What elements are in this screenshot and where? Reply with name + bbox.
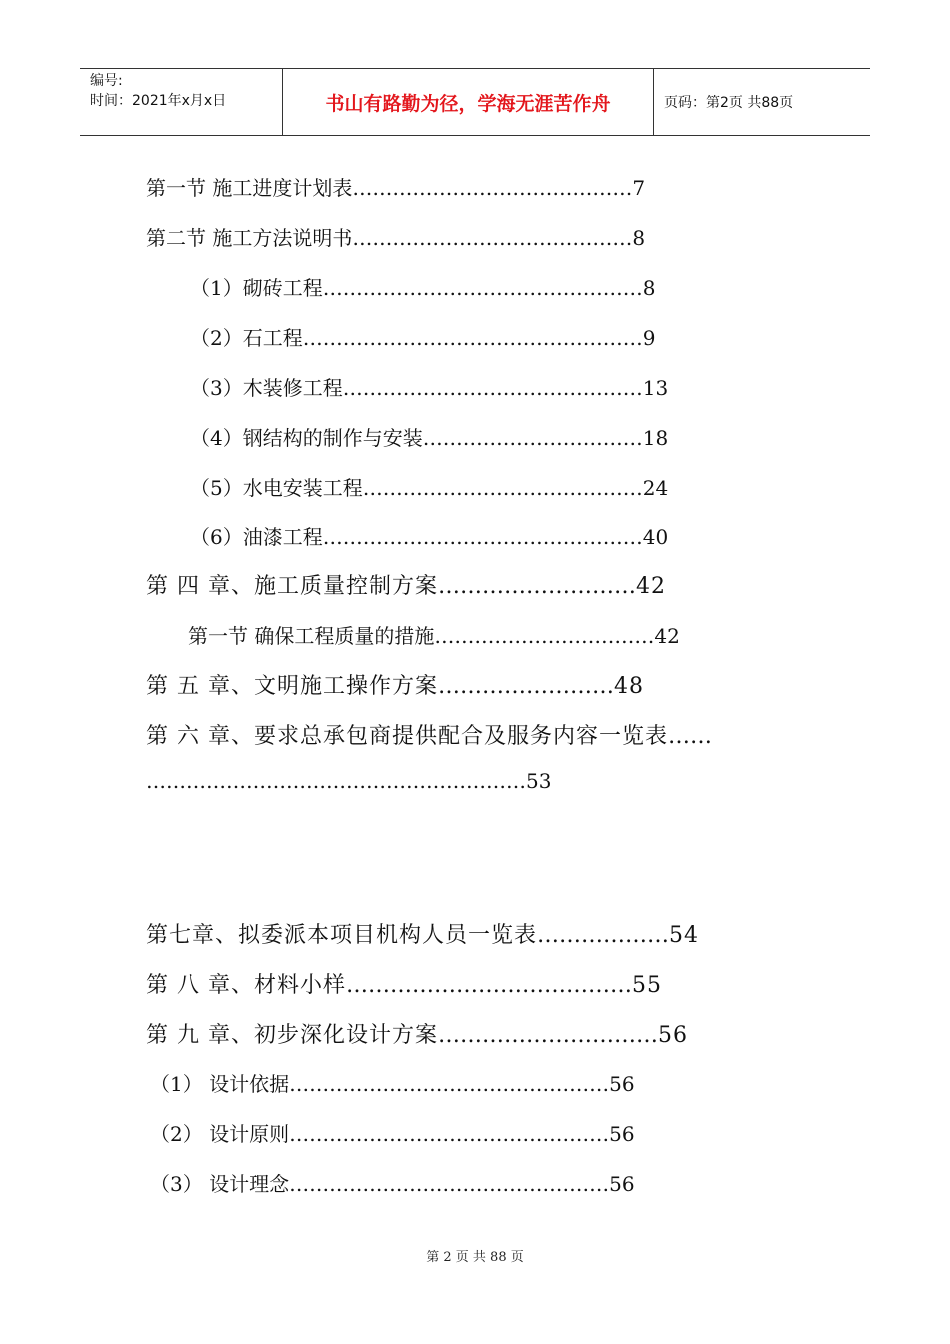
toc-entry-leader: ………………………………………… bbox=[289, 1172, 610, 1196]
toc-entry-label: 第一节 确保工程质量的措施 bbox=[188, 624, 435, 648]
toc-entry-leader: ……………………… bbox=[438, 574, 636, 599]
toc-entry bbox=[146, 918, 699, 949]
toc-entry-leader: …… bbox=[668, 724, 712, 749]
toc-entry bbox=[188, 620, 680, 649]
toc-entry bbox=[146, 1018, 688, 1049]
toc-entry-leader: …………………………………… bbox=[352, 176, 633, 200]
toc-entry-leader: …………………………… bbox=[434, 624, 655, 648]
header-motto: 书山有路勤为径，学海无涯苦作舟 bbox=[282, 69, 654, 135]
toc-entry bbox=[190, 322, 655, 351]
header-page-info: 页码：第2页 共88页 bbox=[664, 95, 794, 111]
toc-entry-leader: ……………………………………… bbox=[342, 376, 643, 400]
page-header bbox=[80, 68, 870, 136]
toc-entry bbox=[146, 769, 551, 793]
header-meta bbox=[80, 69, 282, 135]
toc-entry-leader: ………………………………………… bbox=[322, 276, 643, 300]
toc-entry-leader: ……………… bbox=[537, 923, 670, 948]
toc-entry-page: 53 bbox=[526, 769, 552, 793]
toc-entry-label: （1） 设计依据 bbox=[150, 1072, 290, 1096]
toc-entry bbox=[146, 669, 644, 700]
toc-entry-label: （1）砌砖工程 bbox=[190, 276, 323, 300]
toc-entry-label: （3）木装修工程 bbox=[190, 376, 343, 400]
toc-entry bbox=[190, 521, 668, 550]
toc-entry-leader: ………………………………………… bbox=[322, 525, 643, 549]
toc-entry-page: 13 bbox=[642, 376, 669, 400]
toc-entry-leader: …………………………………… bbox=[352, 226, 633, 250]
toc-entry bbox=[150, 1068, 635, 1097]
header-number-label: 编号: bbox=[90, 73, 123, 89]
toc-entry bbox=[146, 172, 645, 201]
toc-entry bbox=[190, 472, 668, 501]
toc-entry-label: 第 四 章、施工质量控制方案 bbox=[146, 574, 438, 599]
toc-entry-page: 56 bbox=[609, 1072, 635, 1096]
toc-entry-label: 第七章、拟委派本项目机构人员一览表 bbox=[146, 923, 538, 948]
toc-entry bbox=[146, 222, 645, 251]
toc-entry bbox=[190, 372, 668, 401]
toc-entry-leader: …………………………………………… bbox=[302, 326, 643, 350]
toc-entry-page: 40 bbox=[642, 525, 669, 549]
header-time-label: 时间：2021年x月x日 bbox=[90, 93, 227, 109]
toc-entry-page: 48 bbox=[614, 674, 644, 699]
toc-entry-label: （6）油漆工程 bbox=[190, 525, 323, 549]
toc-entry bbox=[150, 1118, 635, 1147]
toc-entry-page: 56 bbox=[609, 1172, 635, 1196]
toc-entry-leader: …………………………… bbox=[422, 426, 643, 450]
toc-entry bbox=[146, 968, 662, 999]
toc-entry-label: 第 五 章、文明施工操作方案 bbox=[146, 674, 438, 699]
toc-entry-label: （2）石工程 bbox=[190, 326, 303, 350]
toc-entry-leader: …………………………………… bbox=[362, 476, 643, 500]
toc-entry-page: 42 bbox=[636, 574, 666, 599]
toc-entry-label: 第 八 章、材料小样 bbox=[146, 973, 346, 998]
toc-entry-leader: ………………………………………… bbox=[289, 1072, 610, 1096]
toc-entry-label: 第二节 施工方法说明书 bbox=[146, 226, 353, 250]
toc-entry-label: 第 九 章、初步深化设计方案 bbox=[146, 1023, 438, 1048]
toc-entry bbox=[190, 422, 668, 451]
toc-entry-leader: ………………………………… bbox=[346, 973, 632, 998]
toc-entry-page: 55 bbox=[632, 973, 662, 998]
toc-entry-label: 第一节 施工进度计划表 bbox=[146, 176, 353, 200]
toc-entry-page: 7 bbox=[632, 176, 646, 200]
toc-entry-page: 56 bbox=[658, 1023, 688, 1048]
toc-entry-label: （3） 设计理念 bbox=[150, 1172, 290, 1196]
toc-entry bbox=[146, 569, 666, 600]
toc-entry-page: 8 bbox=[642, 276, 656, 300]
toc-entry-label: 第 六 章、要求总承包商提供配合及服务内容一览表 bbox=[146, 724, 668, 749]
toc-entry bbox=[150, 1168, 635, 1197]
toc-entry-leader: …………………… bbox=[438, 674, 614, 699]
toc-entry-page: 8 bbox=[632, 226, 646, 250]
toc-entry-leader: ………………………………………… bbox=[289, 1122, 610, 1146]
toc-entry-label: （4）钢结构的制作与安装 bbox=[190, 426, 423, 450]
toc-entry-leader: ………………………………………………… bbox=[146, 769, 526, 793]
toc-entry-page: 9 bbox=[642, 326, 656, 350]
toc-entry bbox=[146, 719, 712, 750]
toc-entry-label: （2） 设计原则 bbox=[150, 1122, 290, 1146]
toc-entry-page: 24 bbox=[642, 476, 669, 500]
toc-entry bbox=[190, 272, 655, 301]
toc-entry-label: （5）水电安装工程 bbox=[190, 476, 363, 500]
page-footer: 第 2 页 共 88 页 bbox=[426, 1250, 524, 1265]
toc-entry-page: 42 bbox=[654, 624, 680, 648]
toc-entry-page: 56 bbox=[609, 1122, 635, 1146]
toc-entry-page: 18 bbox=[642, 426, 669, 450]
toc-entry-leader: ………………………… bbox=[438, 1023, 658, 1048]
toc-entry-page: 54 bbox=[669, 923, 700, 948]
